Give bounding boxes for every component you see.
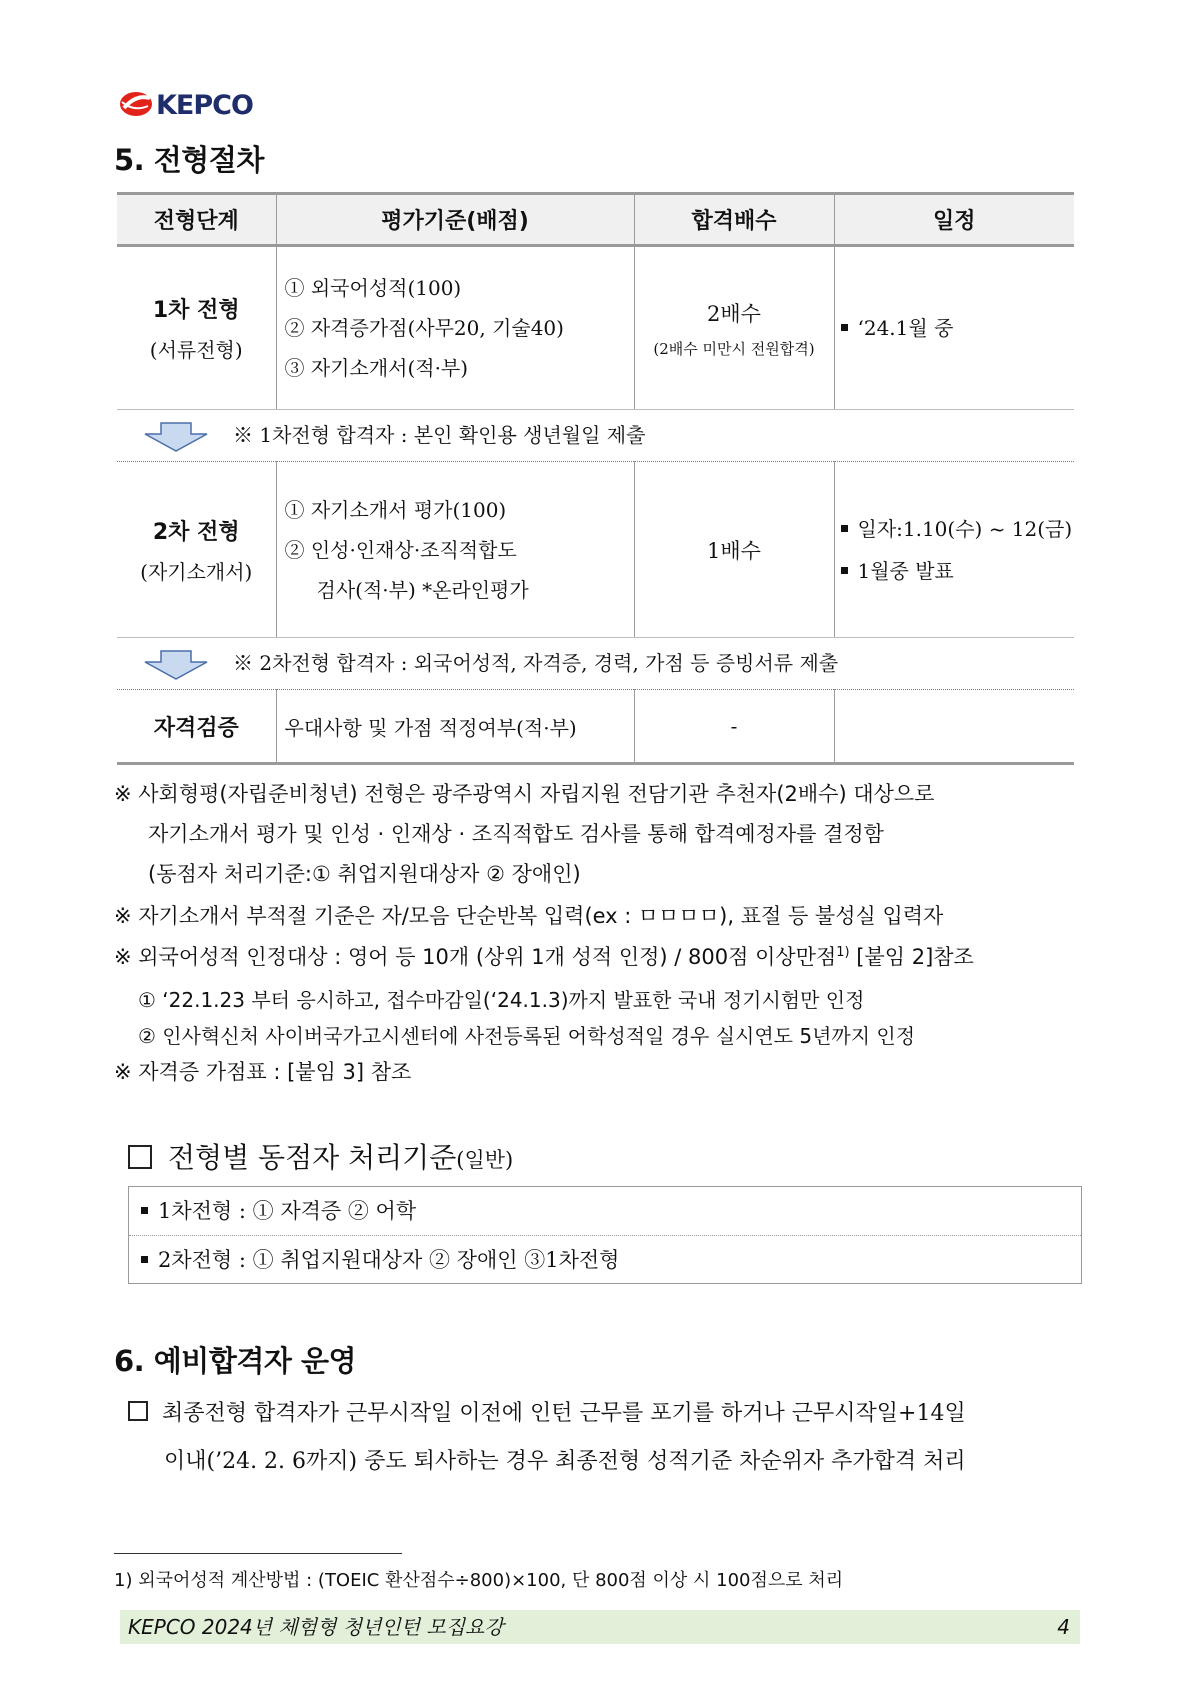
bullet-icon bbox=[841, 324, 848, 331]
stage2-criterion: 검사(적·부) *온라인평가 bbox=[316, 577, 529, 602]
bullet-icon bbox=[841, 525, 848, 532]
checkbox-icon bbox=[128, 1145, 152, 1169]
tie-break-row-text: 1차전형 : ① 자격증 ② 어학 bbox=[158, 1199, 417, 1223]
stage2-sub: (자기소개서) bbox=[140, 559, 253, 584]
section-6-line bbox=[128, 1396, 966, 1427]
checkbox-icon bbox=[128, 1401, 148, 1421]
stage2-criteria bbox=[276, 462, 634, 638]
note-1-text: ※ 1차전형 합격자 : 본인 확인용 생년월일 제출 bbox=[233, 423, 646, 448]
note-sub-line: ① ‘22.1.23 부터 응시하고, 접수마감일(‘24.1.3)까지 발표한 국내 정기시험만 인정 bbox=[138, 988, 865, 1012]
stage2-cell bbox=[117, 462, 276, 638]
stage1-schedule-item: ‘24.1월 중 bbox=[857, 316, 954, 340]
stage2-multiple-cell bbox=[634, 462, 834, 638]
section-6-line-text: 최종전형 합격자가 근무시작일 이전에 인턴 근무를 포기를 하거나 근무시작일+14일 bbox=[162, 1401, 966, 1426]
stage1-multiple: 2배수 bbox=[707, 301, 761, 326]
note-row-2 bbox=[117, 638, 1074, 690]
stage1-multiple-note: (2배수 미만시 전원합격) bbox=[653, 339, 815, 358]
bullet-icon bbox=[141, 1256, 148, 1263]
header-criteria: 평가기준(배점) bbox=[276, 194, 634, 246]
header-multiple: 합격배수 bbox=[634, 194, 834, 246]
table-header-row bbox=[117, 194, 1074, 246]
note-line: ※ 자기소개서 부적절 기준은 자/모음 단순반복 입력(ex : ㅁㅁㅁㅁ), 표절 등 불성실 입력자 bbox=[114, 904, 944, 928]
stage2-schedule-item: 일자:1.10(수) ~ 12(금) bbox=[857, 516, 1073, 541]
note-language-text: ※ 외국어성적 인정대상 : 영어 등 10개 (상위 1개 성적 인정) / 800점 이상만점 bbox=[114, 945, 837, 969]
footer-title: KEPCO 2024년 체험형 청년인턴 모집요강 bbox=[128, 1615, 504, 1639]
note-line: (동점자 처리기준:① 취업지원대상자 ② 장애인) bbox=[148, 862, 581, 886]
note-language-ref: [붙임 2]참조 bbox=[856, 945, 974, 969]
table-row-stage1 bbox=[117, 246, 1074, 410]
bullet-icon bbox=[141, 1207, 148, 1214]
logo-text: KEPCO bbox=[156, 90, 253, 121]
tie-break-box bbox=[128, 1186, 1082, 1284]
note-row-1 bbox=[117, 410, 1074, 462]
stage1-name: 1차 전형 bbox=[152, 298, 240, 323]
verification-criteria: 우대사항 및 가점 적정여부(적·부) bbox=[276, 690, 634, 764]
selection-process-table bbox=[117, 192, 1074, 765]
table-row-verification bbox=[117, 690, 1074, 764]
header-schedule: 일정 bbox=[834, 194, 1074, 246]
note-line: ※ 자격증 가점표 : [붙임 3] 참조 bbox=[114, 1060, 412, 1084]
verification-multiple: - bbox=[634, 690, 834, 764]
stage1-schedule bbox=[834, 246, 1074, 410]
stage1-criterion: ② 자격증가점(사무20, 기술40) bbox=[284, 316, 564, 340]
down-arrow-icon bbox=[143, 422, 209, 452]
note-line bbox=[114, 941, 974, 971]
stage2-schedule-item: 1월중 발표 bbox=[857, 558, 954, 583]
section-5-title: 5. 전형절차 bbox=[114, 143, 264, 177]
stage1-criterion: ① 외국어성적(100) bbox=[284, 276, 462, 300]
stage2-name: 2차 전형 bbox=[152, 519, 240, 545]
page-footer bbox=[120, 1610, 1080, 1644]
note-line: ※ 사회형평(자립준비청년) 전형은 광주광역시 자립지원 전담기관 추천자(2배수) 대상으로 bbox=[114, 782, 935, 806]
stage1-criterion: ③ 자기소개서(적·부) bbox=[284, 356, 469, 380]
tie-break-title-suffix: (일반) bbox=[456, 1148, 514, 1172]
section-6-line: 이내(’24. 2. 6까지) 중도 퇴사하는 경우 최종전형 성적기준 차순위자 추가합격 처리 bbox=[164, 1449, 966, 1474]
verification-schedule bbox=[834, 690, 1074, 764]
note-line: 자기소개서 평가 및 인성 · 인재상 · 조직적합도 검사를 통해 합격예정자를 결정함 bbox=[148, 822, 884, 846]
footnote-divider bbox=[114, 1553, 402, 1554]
header-stage: 전형단계 bbox=[117, 194, 276, 246]
stage1-criteria bbox=[276, 246, 634, 410]
tie-break-title bbox=[128, 1136, 513, 1176]
verification-cell bbox=[117, 690, 276, 764]
footnote-ref: 1) bbox=[836, 945, 850, 960]
down-arrow-icon bbox=[143, 650, 209, 680]
stage2-criterion: ① 자기소개서 평가(100) bbox=[284, 497, 507, 522]
table-row-stage2 bbox=[117, 462, 1074, 638]
verification-name: 자격검증 bbox=[153, 715, 239, 741]
note-sub-line: ② 인사혁신처 사이버국가고시센터에 사전등록된 어학성적일 경우 실시연도 5년까지 인정 bbox=[138, 1024, 916, 1048]
kepco-logo bbox=[118, 86, 270, 122]
stage1-sub: (서류전형) bbox=[149, 338, 243, 362]
tie-break-row bbox=[129, 1235, 1081, 1283]
bullet-icon bbox=[841, 567, 848, 574]
tie-break-row-text: 2차전형 : ① 취업지원대상자 ② 장애인 ③1차전형 bbox=[158, 1248, 620, 1272]
footnote: 1) 외국어성적 계산방법 : (TOEIC 환산점수÷800)×100, 단 800점 이상 시 100점으로 처리 bbox=[114, 1570, 844, 1591]
stage2-schedule bbox=[834, 462, 1074, 638]
tie-break-title-text: 전형별 동점자 처리기준 bbox=[168, 1141, 457, 1174]
stage1-cell bbox=[117, 246, 276, 410]
tie-break-row bbox=[129, 1187, 1081, 1235]
page-number: 4 bbox=[1057, 1615, 1070, 1639]
section-6-title: 6. 예비합격자 운영 bbox=[114, 1344, 356, 1378]
stage2-multiple: 1배수 bbox=[707, 538, 761, 563]
note-2-text: ※ 2차전형 합격자 : 외국어성적, 자격증, 경력, 가점 등 증빙서류 제출 bbox=[233, 651, 839, 676]
stage1-multiple-cell bbox=[634, 246, 834, 410]
stage2-criterion: ② 인성·인재상·조직적합도 bbox=[284, 537, 517, 562]
